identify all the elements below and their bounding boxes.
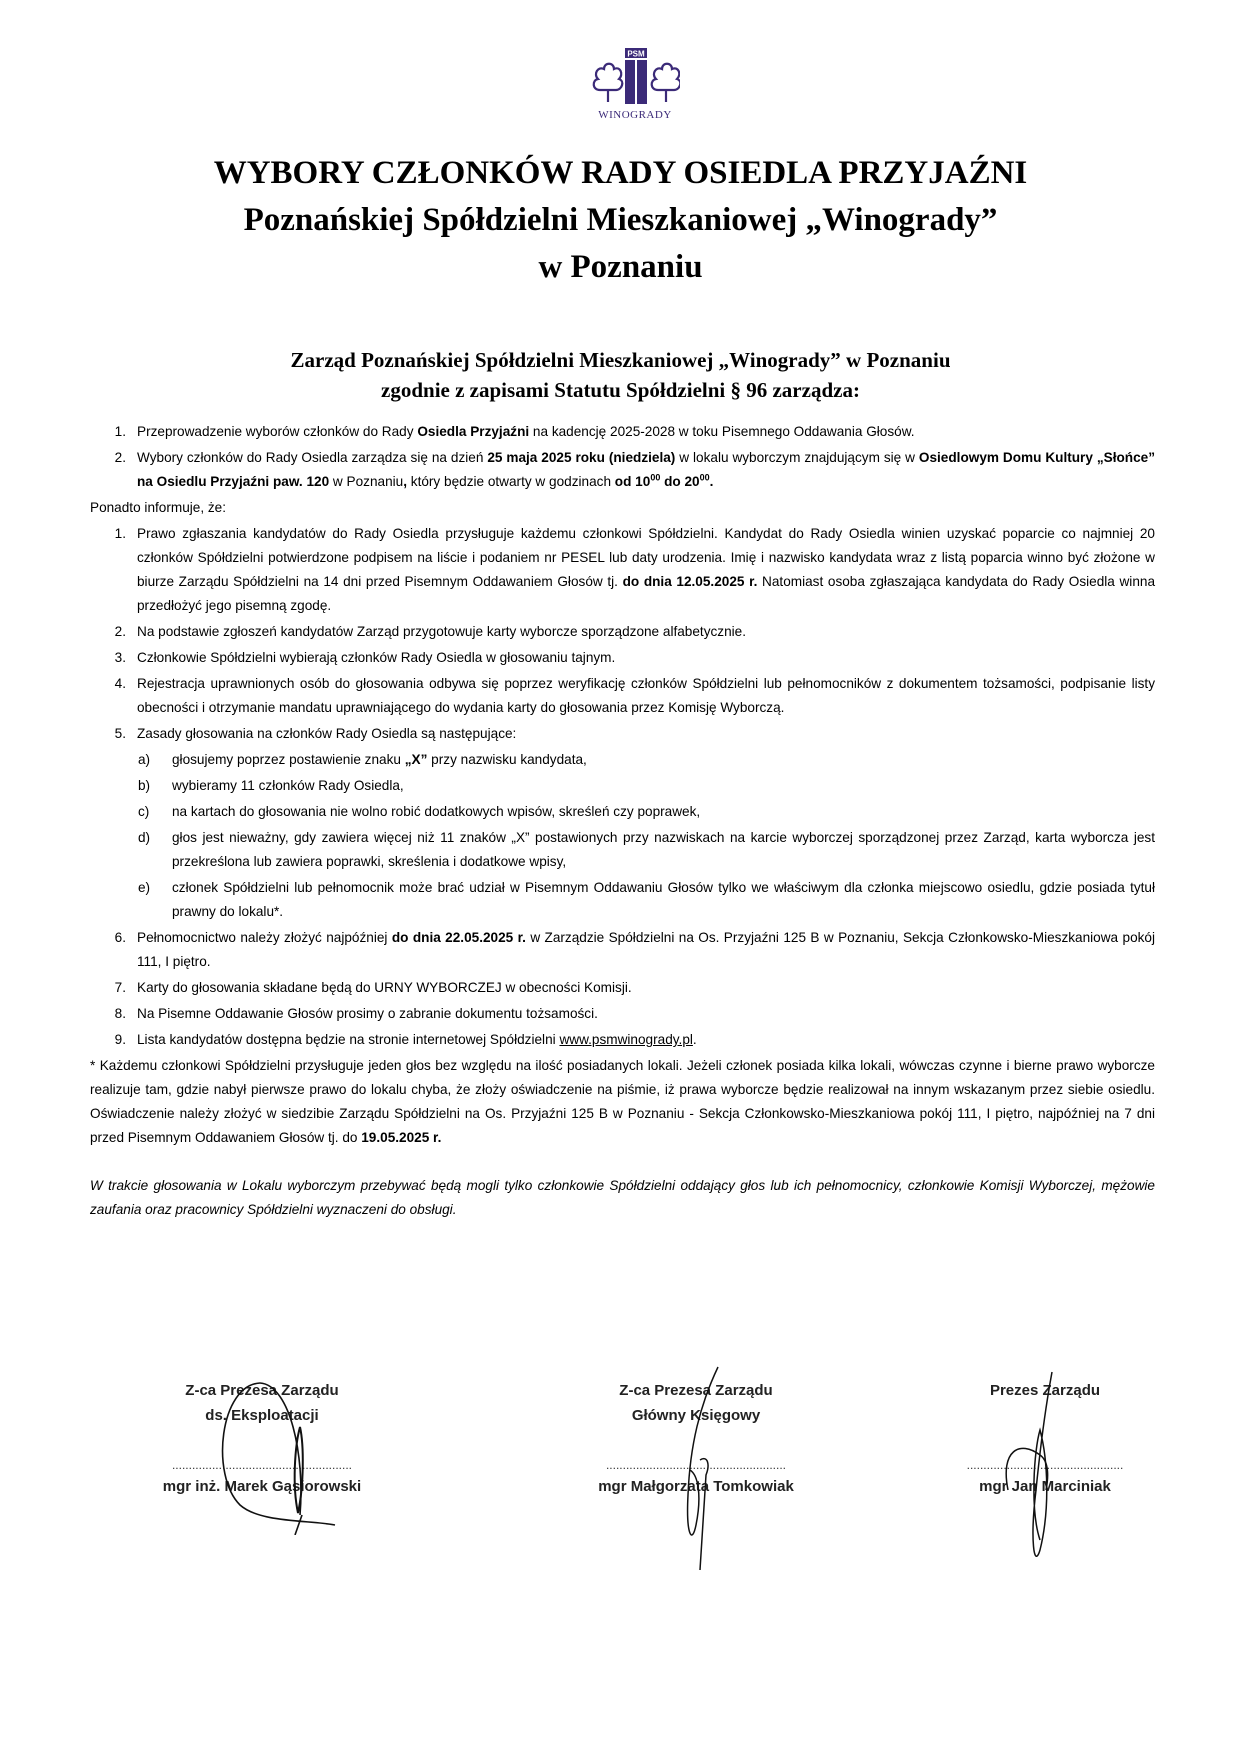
declaration-deadline: 19.05.2025 r. — [361, 1130, 442, 1145]
psm-winogrady-logo — [590, 46, 680, 126]
voting-rule-a: a) głosujemy poprzez postawienie znaku „X” przy nazwisku kandydata, — [138, 752, 587, 767]
info-item-4: 4. Rejestracja uprawnionych osób do głosowania odbywa się poprzez weryfikację członków Spółdzielni lub pełnomocników z dokumentem tożsamości, podpisanie listy obecności i otrzymanie mandatu uprawniającego do wydania karty do głosowania przez Komisję Wyborczą. — [114, 676, 1155, 715]
signature-block-3 — [940, 1378, 1150, 1499]
subtitle-line-1: Zarząd Poznańskiej Spółdzielni Mieszkaniowej „Winogrady” w Poznaniu — [290, 348, 951, 372]
candidate-deadline: do dnia 12.05.2025 r. — [622, 574, 758, 589]
document-body — [90, 420, 1155, 1222]
website-link[interactable]: www.psmwinogrady.pl — [559, 1032, 693, 1047]
signatory-name: mgr Jan Marciniak — [979, 1478, 1111, 1495]
title-line-3: w Poznaniu — [538, 249, 703, 285]
signature-line: ...................................................... — [171, 1458, 353, 1472]
signatory-name: mgr inż. Marek Gąsiorowski — [162, 1478, 362, 1495]
signature-role-2 — [940, 1403, 1150, 1428]
info-item-1: 1. Prawo zgłaszania kandydatów do Rady Osiedla przysługuje każdemu członkowi Spółdzielni. Kandydat do Rady Osiedla winien uzyskać poparcie co najmniej 20 członków Spółdzielni potwierdzone podpisem na liście i podaniem nr PESEL lub daty urodzenia. Imię i nazwisko kandydata wraz z listą poparcia winno być złożone w biurze Zarządu Spółdzielni na 14 dni przed Pisemnym Oddawaniem Głosów tj. do dnia 12.05.2025 r. Natomiast osoba zgłaszająca kandydata do Rady Osiedla winna przedłożyć jego pisemną zgodę. — [114, 526, 1156, 613]
proxy-deadline: do dnia 22.05.2025 r. — [391, 930, 526, 945]
opening-hours: od $10^{00}$ do $20^{00}$. — [614, 472, 714, 489]
logo-text: WINOGRADY — [598, 109, 672, 121]
title-line-2: Poznańskiej Spółdzielni Mieszkaniowej „Winogrady” — [243, 202, 998, 238]
footnote: * Każdemu członkowi Spółdzielni przysługuje jeden głos bez względu na ilość posiadanych lokali. Jeżeli członek posiada kilka lokali, wówczas czynne i bierne prawo wyborcze realizuje tam, gdzie nabył pierwsze prawo do lokalu chyba, że złoży oświadczenie na piśmie, iż prawa wyborcze będzie realizował na innym wskazanym przez siebie osiedlu. Oświadczenie należy złożyć w siedzibie Zarządu Spółdzielni na Os. Przyjaźni 125 B w Poznaniu - Sekcja Członkowsko-Mieszkaniowa pokój 111, I piętro, najpóźniej na 7 dni przed Pisemnym Oddawaniem Głosów tj. do 19.05.2025 r. — [90, 1058, 1155, 1145]
signature-block-2 — [566, 1378, 826, 1499]
document-subtitle — [90, 345, 1151, 405]
election-date: 25 maja 2025 roku (niedziela) — [487, 450, 676, 465]
info-item-2: 2. Na podstawie zgłoszeń kandydatów Zarząd przygotowuje karty wyborcze sporządzone alfabetycznie. — [114, 624, 747, 639]
signature-line: ...................................................... — [605, 1458, 787, 1472]
signature-line: ............................................... — [966, 1458, 1124, 1472]
election-location: Osiedlowym Domu Kultury „Słońce” na Osiedlu Przyjaźni paw. 120 — [137, 450, 1156, 489]
signature-role: Z-ca Prezesa Zarządu — [619, 1382, 773, 1399]
voting-rule-e: e) członek Spółdzielni lub pełnomocnik może brać udział w Pisemnym Oddawaniu Głosów tylko we właściwym dla członka miejscowo osiedlu, gdzie posiada tytuł prawny do lokalu*. — [138, 880, 1155, 919]
logo-icon — [590, 46, 680, 108]
info-item-9: 9. Lista kandydatów dostępna będzie na stronie internetowej Spółdzielni www.psmwinogrady.pl. — [114, 1032, 697, 1047]
signatory-name: mgr Małgorzata Tomkowiak — [598, 1478, 794, 1495]
decision-item-2: 2. Wybory członków do Rady Osiedla zarządza się na dzień 25 maja 2025 roku (niedziela) w lokalu wyborczym znajdującym się w Osiedlowym Domu Kultury „Słońce” na Osiedlu Przyjaźni paw. 120 w Poznaniu, który będzie otwarty w godzinach od $10^{00}$ do $20^{00}$. — [90, 446, 1155, 494]
signature-role-2: ds. Eksploatacji — [205, 1407, 319, 1424]
signature-role: Z-ca Prezesa Zarządu — [185, 1382, 339, 1399]
signature-role: Prezes Zarządu — [989, 1382, 1101, 1399]
signature-block-1 — [132, 1378, 392, 1499]
document-title — [90, 150, 1151, 291]
polling-station-notice: W trakcie głosowania w Lokalu wyborczym przebywać będą mogli tylko członkowie Spółdzielni oddający głos lub ich pełnomocnicy, członkowie Komisji Wyborczej, mężowie zaufania oraz pracownicy Spółdzielni wyznaczeni do obsługi. — [90, 1178, 1155, 1217]
info-item-7: 7. Karty do głosowania składane będą do URNY WYBORCZEJ w obecności Komisji. — [114, 980, 632, 995]
info-item-5: 5. Zasady głosowania na członków Rady Osiedla są następujące: — [114, 726, 517, 741]
voting-rule-c: c) na kartach do głosowania nie wolno robić dodatkowych wpisów, skreśleń czy poprawek, — [138, 804, 701, 819]
voting-rule-b: b) wybieramy 11 członków Rady Osiedla, — [138, 778, 404, 793]
list-number: 1. — [114, 424, 126, 439]
svg-text:PSM: PSM — [627, 49, 645, 59]
list-number: 2. — [114, 450, 126, 465]
intro-text: Ponadto informuje, że: — [90, 500, 227, 515]
subtitle-line-2: zgodnie z zapisami Statutu Spółdzielni § 96 zarządza: — [381, 378, 860, 402]
info-item-8: 8. Na Pisemne Oddawanie Głosów prosimy o zabranie dokumentu tożsamości. — [114, 1006, 598, 1021]
decision-item-1: 1. Przeprowadzenie wyborów członków do Rady Osiedla Przyjaźni na kadencję 2025-2028 w toku Pisemnego Oddawania Głosów. — [90, 420, 1155, 444]
signature-role-2: Główny Księgowy — [631, 1407, 761, 1424]
title-line-1: WYBORY CZŁONKÓW RADY OSIEDLA PRZYJAŹNI — [213, 155, 1028, 191]
voting-rule-d: d) głos jest nieważny, gdy zawiera więcej niż 11 znaków „X” postawionych przy nazwiskach na karcie wyborczej sporządzonej przez Zarząd, karta wyborcza jest przekreślona lub zawiera poprawki, skreślenia i dodatkowe wpisy, — [138, 830, 1155, 869]
info-item-3: 3. Członkowie Spółdzielni wybierają członków Rady Osiedla w głosowaniu tajnym. — [114, 650, 616, 665]
info-item-6: 6. Pełnomocnictwo należy złożyć najpóźniej do dnia 22.05.2025 r. w Zarządzie Spółdzielni na Os. Przyjaźni 125 B w Poznaniu, Sekcja Członkowsko-Mieszkaniowa pokój 111, I piętro. — [114, 930, 1156, 969]
